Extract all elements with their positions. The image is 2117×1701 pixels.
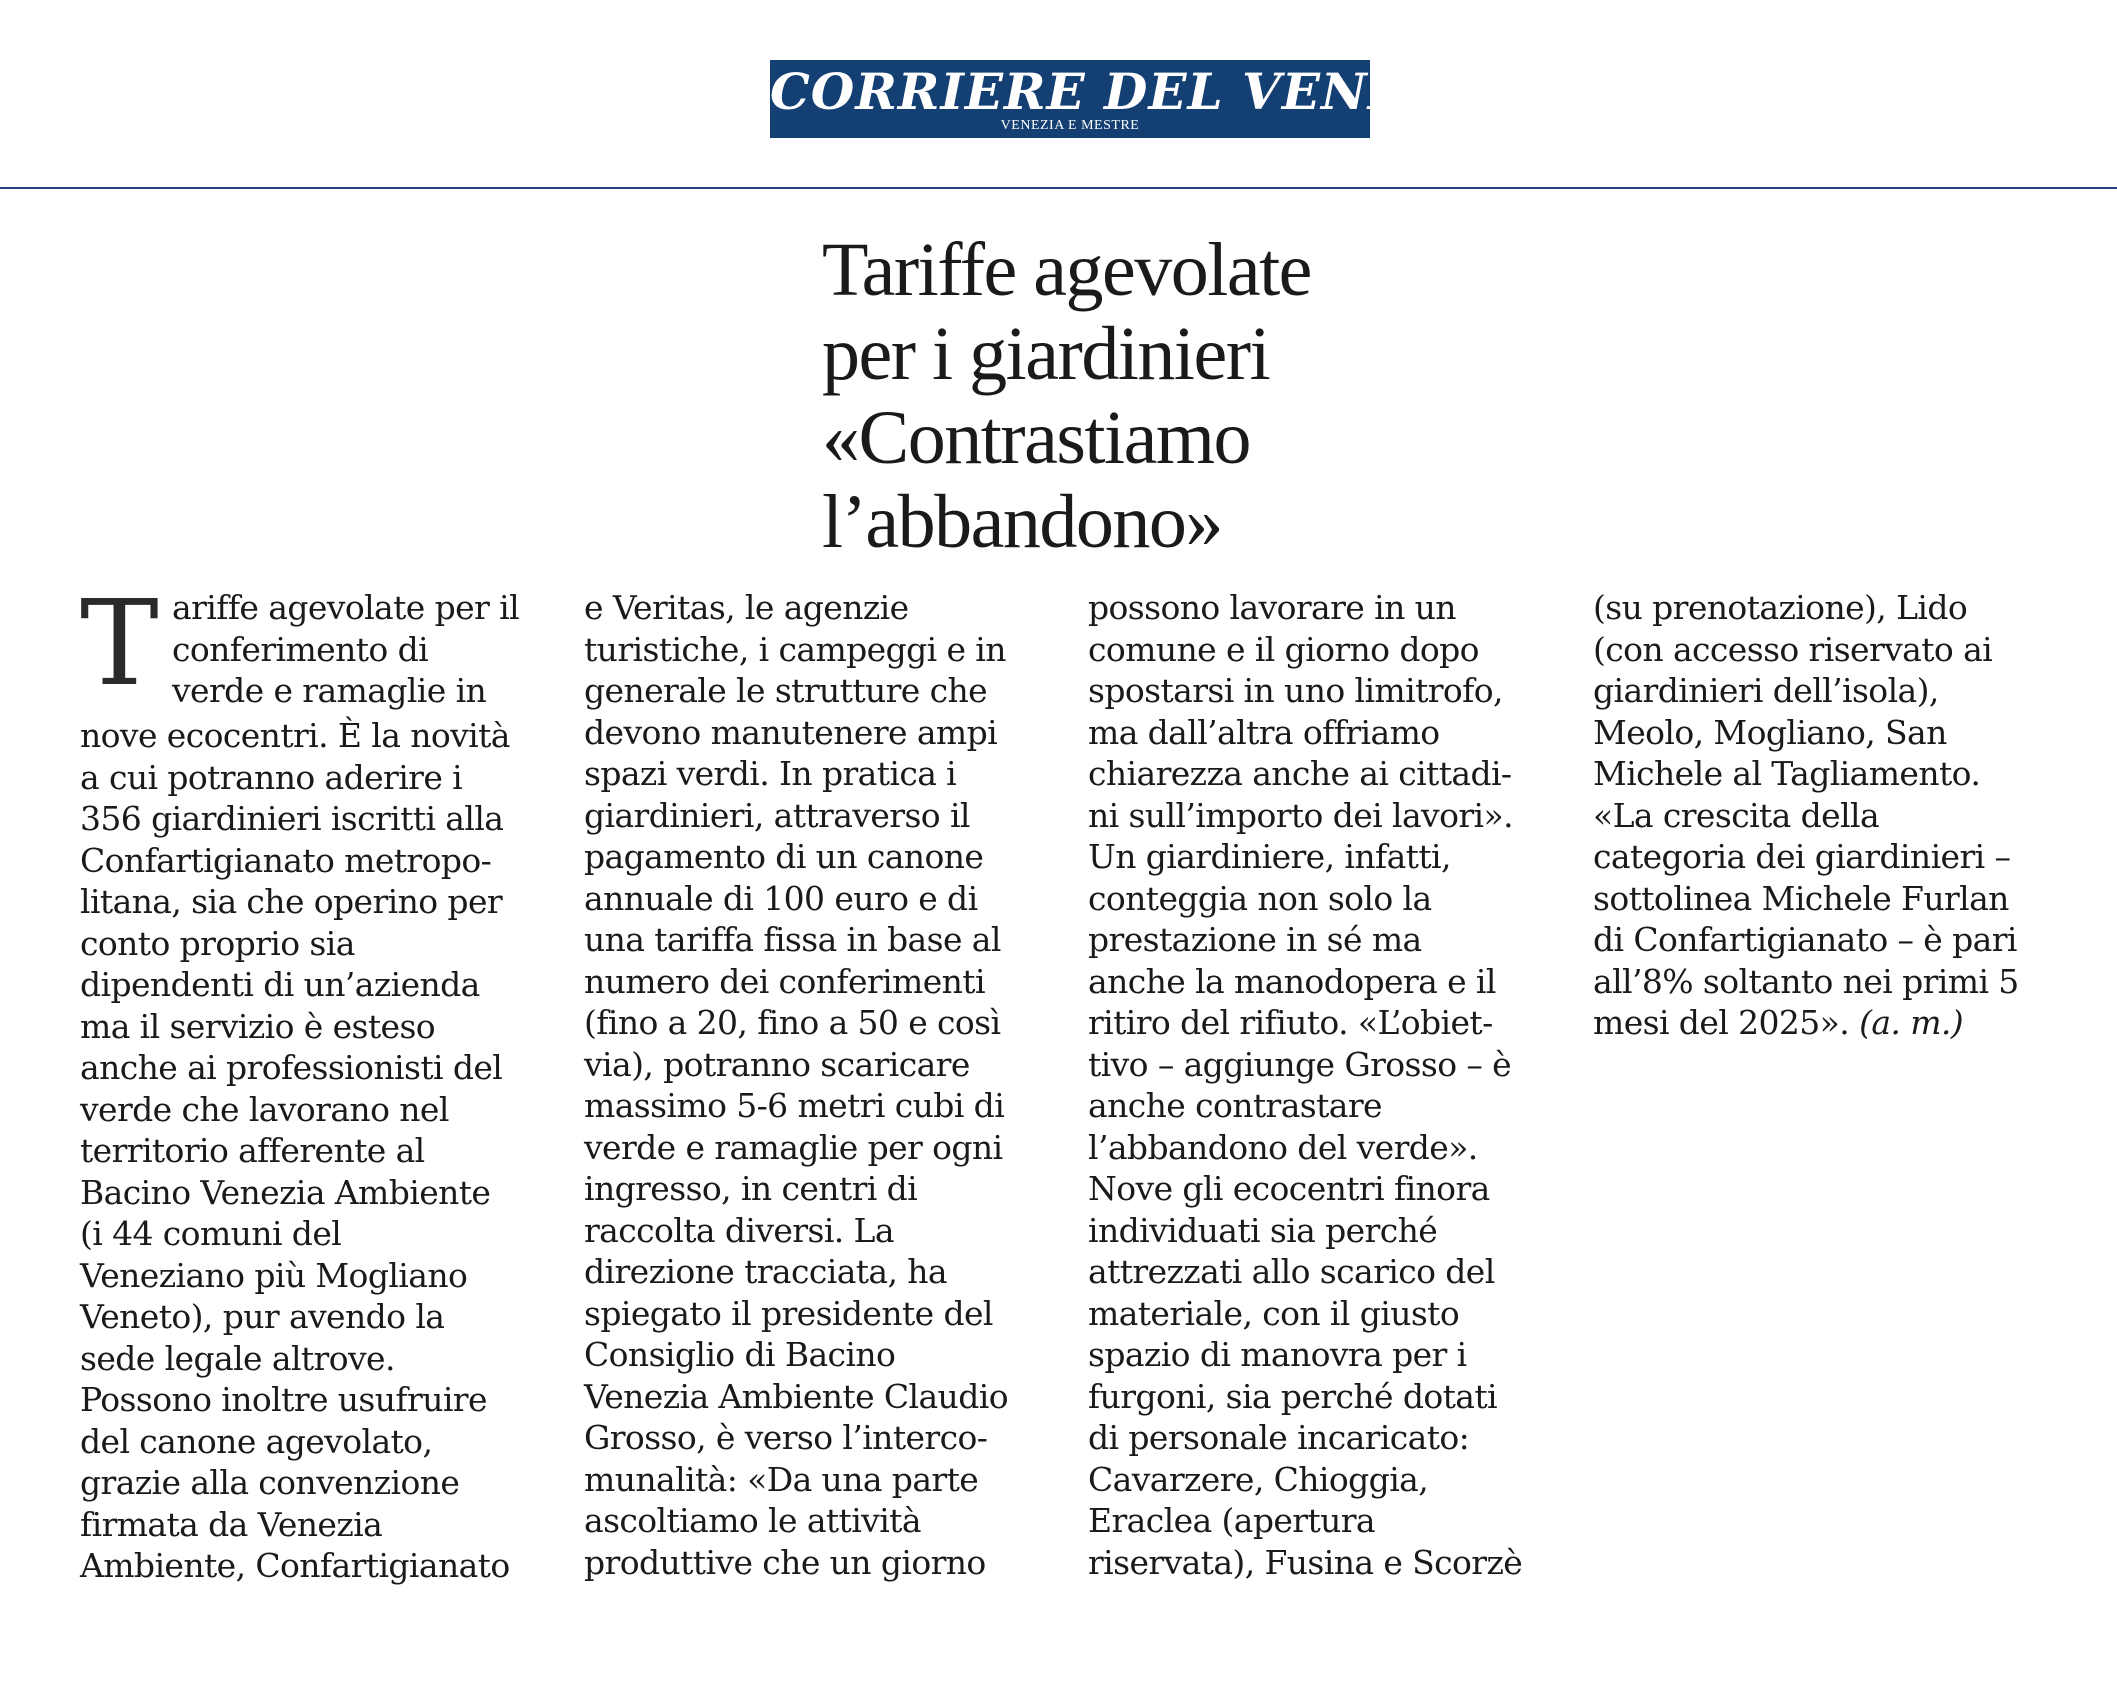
text-line: turistiche, i campeggi e in xyxy=(584,629,1006,669)
text-line: Bacino Venezia Ambiente xyxy=(80,1172,491,1212)
text-line: Consiglio di Bacino xyxy=(584,1335,896,1374)
drop-cap: T xyxy=(80,574,159,712)
text-line: Eraclea (apertura xyxy=(1088,1501,1376,1540)
text-line: attrezzati allo scarico del xyxy=(1088,1252,1495,1291)
text-line: di Confartigianato – è pari xyxy=(1593,920,2017,959)
text-line: ascoltiamo le attività xyxy=(584,1501,921,1540)
text-line: chiarezza anche ai cittadi- xyxy=(1088,754,1512,793)
text-line: Grosso, è verso l’interco- xyxy=(584,1418,988,1457)
text-line: materiale, con il giusto xyxy=(1088,1293,1460,1333)
text-line: pagamento di un canone xyxy=(584,837,984,876)
text-line: numero dei conferimenti xyxy=(584,961,985,1001)
text-line: verde che lavorano nel xyxy=(80,1089,449,1129)
text-line: (fino a 20, fino a 50 e così xyxy=(584,1003,1001,1042)
text-line: (i 44 comuni del xyxy=(80,1214,342,1253)
text-line: Michele al Tagliamento. xyxy=(1593,754,1981,793)
masthead-title: CORRIERE DEL VENETO xyxy=(770,62,1490,121)
text-line: Cavarzere, Chioggia, xyxy=(1088,1459,1429,1499)
text-line: all’8% soltanto nei primi 5 xyxy=(1593,961,2019,1001)
text-line: spazi verdi. In pratica i xyxy=(584,754,957,793)
text-line: furgoni, sia perché dotati xyxy=(1088,1376,1498,1416)
text-line: devono manutenere ampi xyxy=(584,712,998,752)
text-line: anche contrastare xyxy=(1088,1086,1382,1125)
text-line: produttive che un giorno xyxy=(584,1542,986,1582)
text-line: Veneto), pur avendo la xyxy=(80,1297,445,1336)
text-line: di personale incaricato: xyxy=(1088,1418,1470,1457)
text-line: Meolo, Mogliano, San xyxy=(1593,712,1947,752)
text-line: direzione tracciata, ha xyxy=(584,1252,948,1291)
text-line: giardinieri, attraverso il xyxy=(584,795,970,835)
text-line: spazio di manovra per i xyxy=(1088,1335,1467,1374)
text-line: Nove gli ecocentri finora xyxy=(1088,1169,1490,1208)
text-line: sede legale altrove. xyxy=(80,1338,395,1378)
article-column-3 xyxy=(1088,587,1563,1583)
text-line: anche la manodopera e il xyxy=(1088,961,1496,1001)
article-column-2 xyxy=(584,587,1059,1583)
text-line: categoria dei giardinieri – xyxy=(1593,837,2011,876)
text-line: verde e ramaglie in xyxy=(172,671,487,710)
text-line: territorio afferente al xyxy=(80,1131,425,1170)
text-line: firmata da Venezia xyxy=(80,1504,383,1544)
text-line: grazie alla convenzione xyxy=(80,1463,460,1502)
text-line: dipendenti di un’azienda xyxy=(80,965,480,1004)
text-line: raccolta diversi. La xyxy=(584,1210,894,1250)
text-line: Ambiente, Confartigianato xyxy=(80,1546,510,1585)
headline-line: per i giardinieri xyxy=(822,312,1270,396)
headline-line: l’abbandono» xyxy=(822,480,1222,564)
text-line: conto proprio sia xyxy=(80,923,355,963)
text-line: via), potranno scaricare xyxy=(584,1044,970,1084)
text-line: conteggia non solo la xyxy=(1088,878,1432,918)
author-signature: (a. m.) xyxy=(1859,1003,1964,1042)
text-line: tivo – aggiunge Grosso – è xyxy=(1088,1044,1512,1084)
text-line: giardinieri dell’isola), xyxy=(1593,671,1939,710)
text-line: (con accesso riservato ai xyxy=(1593,629,1993,669)
text-line: verde e ramaglie per ogni xyxy=(584,1127,1003,1167)
headline-line: Tariffe agevolate xyxy=(822,228,1311,312)
text-line: ingresso, in centri di xyxy=(584,1169,918,1208)
text-line: Veneziano più Mogliano xyxy=(80,1255,468,1295)
text-line: Possono inoltre usufruire xyxy=(80,1380,487,1419)
article-column-4 xyxy=(1593,587,2068,1044)
text-line: ritiro del rifiuto. «L’obiet- xyxy=(1088,1003,1493,1042)
text-line: e Veritas, le agenzie xyxy=(584,588,909,627)
text-line: l’abbandono del verde». xyxy=(1088,1127,1478,1167)
text-line: Un giardiniere, infatti, xyxy=(1088,837,1451,876)
text-line-with-signature xyxy=(1593,1002,2068,1044)
text-line: «La crescita della xyxy=(1593,795,1880,835)
text-line: ariffe agevolate per il xyxy=(172,588,520,627)
masthead-subtitle: VENEZIA E MESTRE xyxy=(1000,118,1140,133)
text-line: 356 giardinieri iscritti alla xyxy=(80,799,504,838)
text-line: una tariffa fissa in base al xyxy=(584,920,1001,959)
text-line: ma dall’altra offriamo xyxy=(1088,712,1440,752)
text-line: individuati sia perché xyxy=(1088,1210,1438,1250)
text-line: munalità: «Da una parte xyxy=(584,1459,979,1499)
text-line: conferimento di xyxy=(172,629,429,669)
text-line: generale le strutture che xyxy=(584,671,988,710)
text-line: Confartigianato metropo- xyxy=(80,840,492,880)
text-line: massimo 5-6 metri cubi di xyxy=(584,1086,1005,1125)
text-line: del canone agevolato, xyxy=(80,1421,433,1461)
text-line: spiegato il presidente del xyxy=(584,1293,993,1333)
text-line: nove ecocentri. È la novità xyxy=(80,716,510,755)
article-column-1 xyxy=(80,574,555,1587)
text-line: prestazione in sé ma xyxy=(1088,920,1422,959)
text-line: comune e il giorno dopo xyxy=(1088,629,1479,669)
text-line: spostarsi in uno limitrofo, xyxy=(1088,671,1503,710)
text-line: anche ai professionisti del xyxy=(80,1048,503,1087)
text-line: ma il servizio è esteso xyxy=(80,1006,436,1046)
masthead-logo xyxy=(770,60,1490,138)
text-line: Venezia Ambiente Claudio xyxy=(584,1376,1008,1416)
text-line: annuale di 100 euro e di xyxy=(584,878,978,918)
text-line: possono lavorare in un xyxy=(1088,588,1456,627)
text-line: (su prenotazione), Lido xyxy=(1593,588,1968,627)
text-line: litana, sia che operino per xyxy=(80,882,503,921)
text-line: ni sull’importo dei lavori». xyxy=(1088,795,1513,835)
article-headline xyxy=(822,228,1522,564)
text-line: a cui potranno aderire i xyxy=(80,757,463,797)
text-line-end: mesi del 2025». xyxy=(1593,1003,1850,1042)
text-line: sottolinea Michele Furlan xyxy=(1593,878,2009,918)
headline-line: «Contrastiamo xyxy=(822,396,1251,480)
text-line: riservata), Fusina e Scorzè xyxy=(1088,1542,1523,1582)
header-divider xyxy=(0,187,2117,189)
